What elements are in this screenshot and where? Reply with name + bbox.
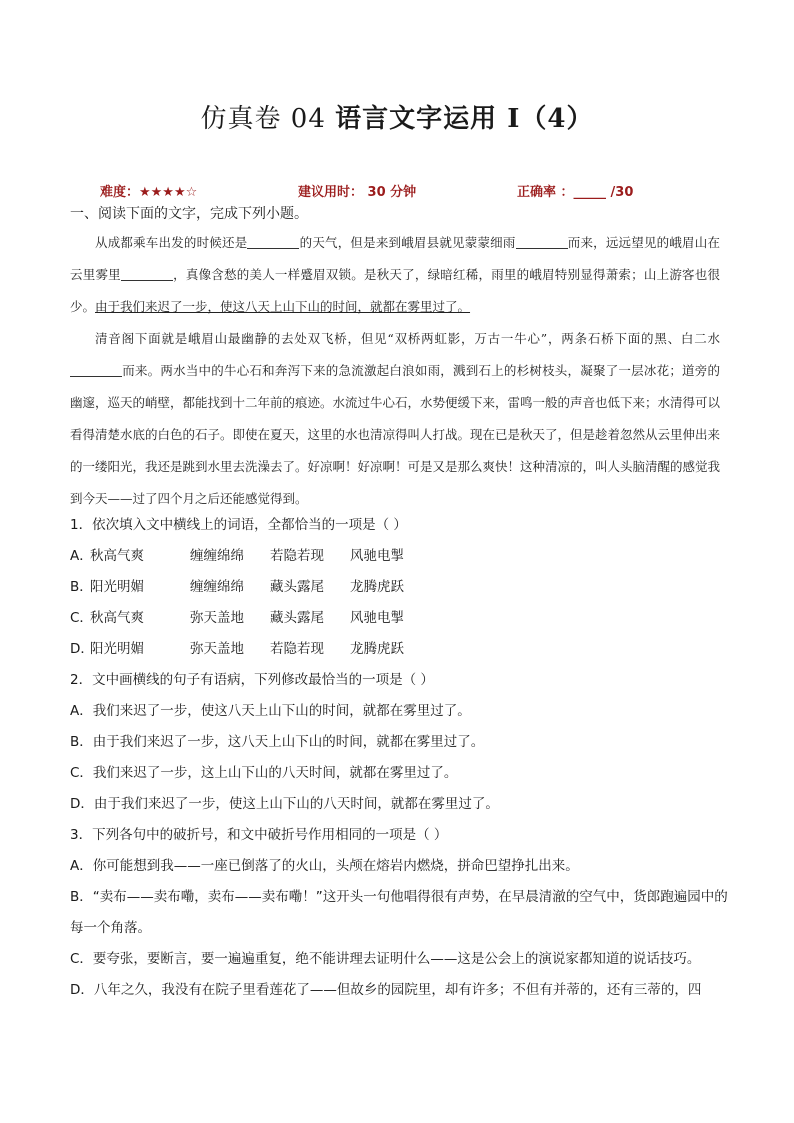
q1-option-c[interactable]: C．秋高气爽 弥天盖地 藏头露尾 风驰电掣	[70, 610, 404, 626]
passage-paragraph-2: 清音阁下面就是峨眉山最幽静的去处双飞桥，但见“双桥两虹影，万古一牛心”，两条石桥下面的黑、白二水而来。两水当中的牛心石和奔泻下来的急流激起白浪如雨，溅到石上的杉树枝头，凝聚了一层冰花；道旁的幽邃，巡天的峭壁，都能找到十二年前的痕迹。水流过牛心石，水势便缓下来，雷鸣一般的声音也低下来；水清得可以看得清楚水底的白色的石子。即使在夏天，这里的水也清凉得叫人打战。现在已是秋天了，但是趁着忽然从云里伸出来的一缕阳光，我还是跳到水里去洗澡去了。好凉啊！好凉啊！可是又是那么爽快！这种清凉的，叫人头脑清醒的感觉我到今天——过了四个月之后还能感觉得到。	[70, 331, 721, 506]
question-1-stem: 1．依次填入文中横线上的词语，全都恰当的一项是（ ）	[70, 517, 407, 533]
q3-option-c[interactable]: C．要夸张，要断言，要一遍遍重复，绝不能讲理去证明什么——这是公会上的演说家都知道的说话技巧。	[70, 951, 701, 967]
q2-option-b[interactable]: B．由于我们来迟了一步，这八天上山下山的时间，就都在雾里过了。	[70, 734, 485, 750]
q2-option-c[interactable]: C．我们来迟了一步，这上山下山的八天时间，就都在雾里过了。	[70, 765, 458, 781]
q3-option-b[interactable]: B．“卖布——卖布嘞，卖布——卖布嘞！”这开头一句他唱得很有声势，在早晨清澈的空气中，货郎跑遍园中的每一个角落。	[70, 889, 728, 936]
page-title	[0, 98, 794, 135]
q1-option-a[interactable]: A．秋高气爽 缠缠绵绵 若隐若现 风驰电掣	[70, 548, 404, 564]
question-2-stem: 2．文中画横线的句子有语病，下列修改最恰当的一项是（ ）	[70, 672, 434, 688]
passage-paragraph-1: 从成都乘车出发的时候还是 的天气，但是来到峨眉县就见蒙蒙细雨 而来，远远望见的峨眉山在云里雾里 ，真像含愁的美人一样蹙眉双锁。是秋天了，绿暗红稀，雨里的峨眉特别显得萧索；山上游客也很少。由于我们来迟了一步，使这八天上山下山的时间，就都在雾里过了。	[70, 235, 720, 314]
accuracy-label: 正确率 ：_____ /30	[517, 185, 634, 200]
suggested-time-label: 建议用时： 30 分钟	[298, 185, 417, 200]
underlined-sentence: 由于我们来迟了一步，使这八天上山下山的时间，就都在雾里过了。	[95, 299, 471, 314]
q1-option-b[interactable]: B．阳光明媚 缠缠绵绵 藏头露尾 龙腾虎跃	[70, 579, 404, 595]
q3-option-d[interactable]: D．八年之久，我没有在院子里看莲花了——但故乡的园院里，却有许多；不但有并蒂的，还有三蒂的，四	[70, 982, 702, 998]
q3-option-a[interactable]: A．你可能想到我——一座已倒落了的火山，头颅在熔岩内燃烧，拼命巴望挣扎出来。	[70, 858, 579, 874]
section-heading: 一、阅读下面的文字，完成下列小题。	[70, 206, 308, 222]
question-1	[70, 510, 730, 1006]
blank-2	[516, 236, 568, 250]
meta-row	[100, 181, 720, 201]
blank-3	[121, 268, 173, 282]
title-part2: 语言文字运用 I（4）	[335, 104, 594, 134]
question-3-stem: 3．下列各句中的破折号，和文中破折号作用相同的一项是（ ）	[70, 827, 448, 843]
reading-passage	[70, 227, 720, 515]
title-part1: 仿真卷 04	[200, 104, 326, 134]
q2-option-a[interactable]: A．我们来迟了一步，使这八天上山下山的时间，就都在雾里过了。	[70, 703, 471, 719]
q1-option-d[interactable]: D．阳光明媚 弥天盖地 若隐若现 龙腾虎跃	[70, 641, 404, 657]
q2-option-d[interactable]: D．由于我们来迟了一步，使这上山下山的八天时间，就都在雾里过了。	[70, 796, 499, 812]
blank-4	[70, 364, 122, 378]
difficulty-label: 难度：★★★★☆	[100, 185, 198, 200]
blank-1	[247, 236, 299, 250]
